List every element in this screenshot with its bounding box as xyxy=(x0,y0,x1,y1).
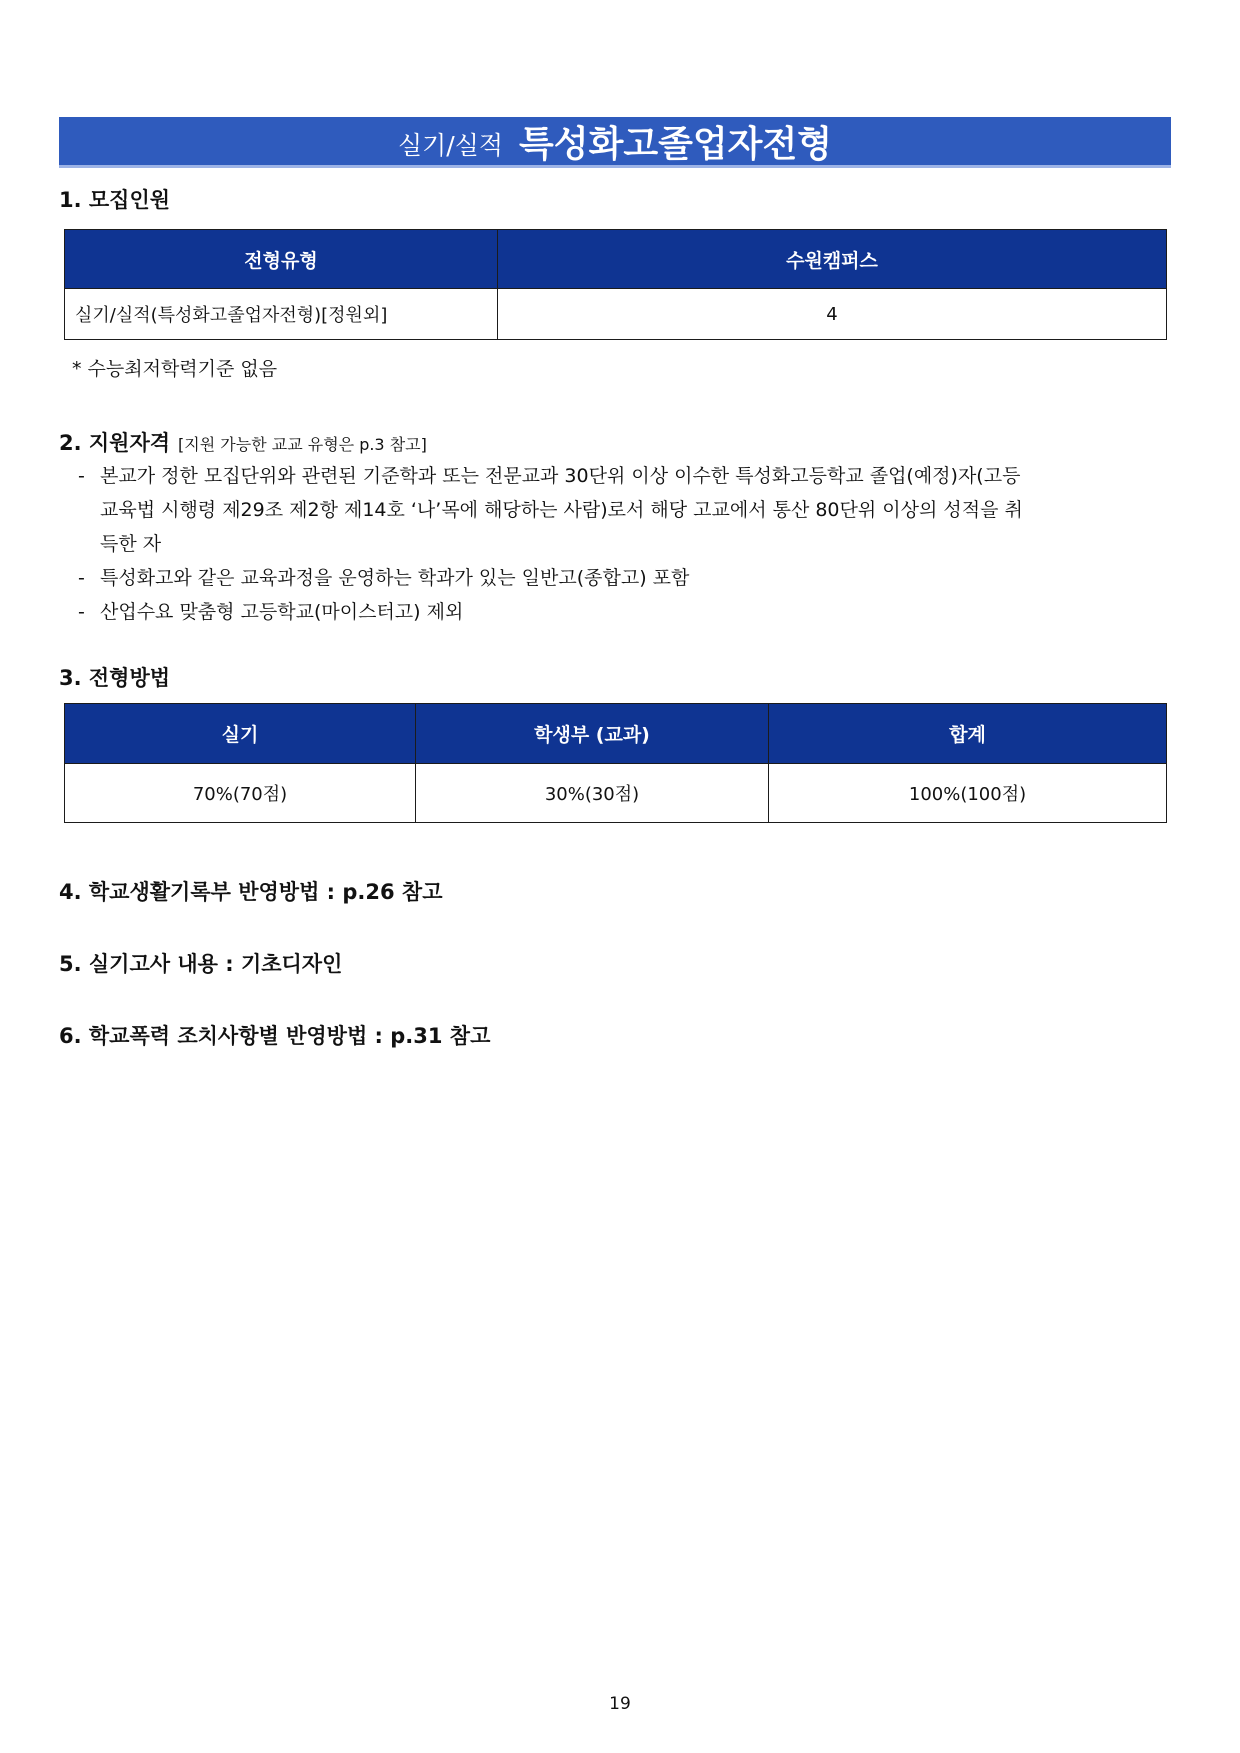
section2-heading-text: 2. 지원자격 xyxy=(59,431,171,455)
table-header-row xyxy=(65,230,1167,289)
section5-heading: 5. 실기고사 내용 : 기초디자인 xyxy=(59,952,343,976)
page-number: 19 xyxy=(609,1694,631,1714)
banner-prefix: 실기/실적 xyxy=(397,131,504,160)
table-row xyxy=(65,289,1167,340)
qualification-list xyxy=(78,459,1178,629)
list-item-text: 본교가 정한 모집단위와 관련된 기준학과 또는 전문교과 30단위 이상 이수한 특성화고등학교 졸업(예정)자(고등 xyxy=(100,465,1021,487)
list-item xyxy=(78,459,1178,561)
header-cell: 실기 xyxy=(65,704,416,764)
section1-heading: 1. 모집인원 xyxy=(59,188,171,212)
table-cell: 70%(70점) xyxy=(65,764,416,823)
banner-title: 특성화고졸업자전형 xyxy=(519,123,832,165)
list-dash: - xyxy=(78,465,85,487)
recruitment-table xyxy=(64,229,1167,340)
list-item xyxy=(78,561,1178,595)
section2-note: [지원 가능한 교교 유형은 p.3 참고] xyxy=(178,435,427,454)
section3-heading: 3. 전형방법 xyxy=(59,666,171,690)
section2-heading xyxy=(59,427,427,457)
list-item xyxy=(78,595,1178,629)
table-header-row xyxy=(65,704,1167,764)
title-banner xyxy=(59,117,1171,168)
footnote: * 수능최저학력기준 없음 xyxy=(72,358,278,380)
header-cell: 수원캠퍼스 xyxy=(498,230,1167,289)
section4-heading: 4. 학교생활기록부 반영방법 : p.26 참고 xyxy=(59,880,443,904)
list-item-text: 득한 자 xyxy=(100,533,162,555)
list-item-text: 산업수요 맞춤형 고등학교(마이스터고) 제외 xyxy=(100,601,464,623)
section6-heading: 6. 학교폭력 조치사항별 반영방법 : p.31 참고 xyxy=(59,1024,491,1048)
list-item-text: 교육법 시행령 제29조 제2항 제14호 ‘나’목에 해당하는 사람)로서 해당 고교에서 통산 80단위 이상의 성적을 취 xyxy=(100,499,1023,521)
selection-method-table xyxy=(64,703,1167,823)
list-dash: - xyxy=(78,601,85,623)
header-cell: 전형유형 xyxy=(65,230,498,289)
table-cell: 실기/실적(특성화고졸업자전형)[정원외] xyxy=(65,289,498,340)
table-cell: 30%(30점) xyxy=(416,764,769,823)
table-cell: 100%(100점) xyxy=(769,764,1167,823)
table-cell: 4 xyxy=(498,289,1167,340)
header-cell: 학생부 (교과) xyxy=(416,704,769,764)
header-cell: 합계 xyxy=(769,704,1167,764)
table-row xyxy=(65,764,1167,823)
list-item-text: 특성화고와 같은 교육과정을 운영하는 학과가 있는 일반고(종합고) 포함 xyxy=(100,567,690,589)
list-dash: - xyxy=(78,567,85,589)
